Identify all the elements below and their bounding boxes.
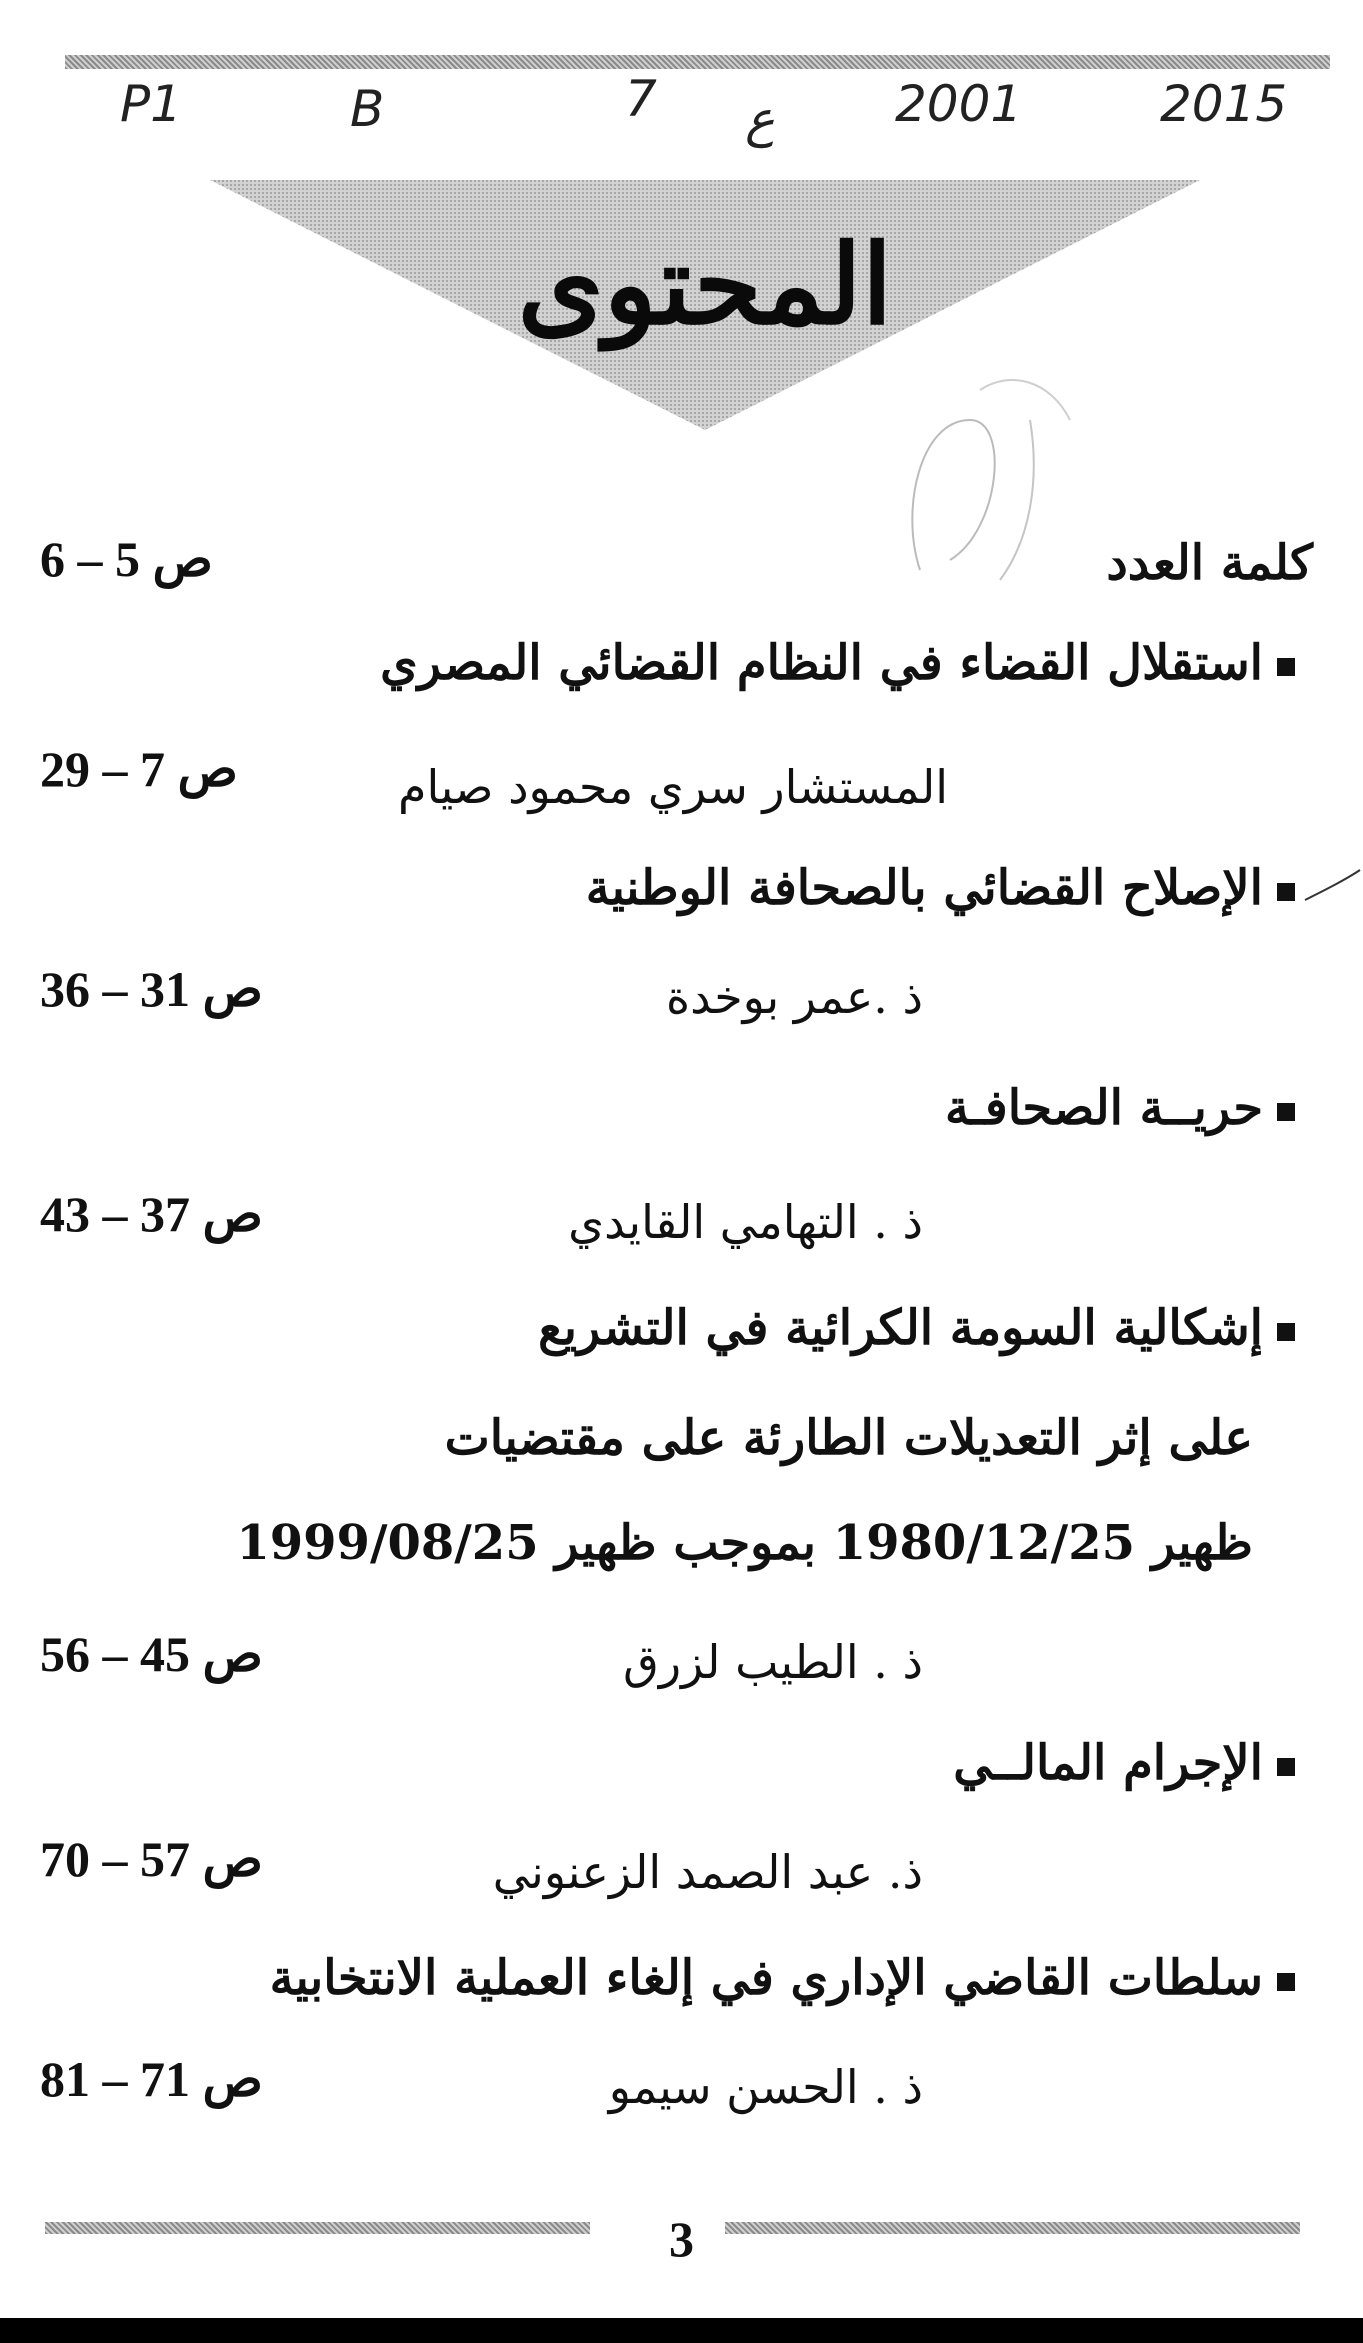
page-range: ص 5 – 6: [40, 531, 213, 587]
intro-label: كلمة العدد: [1106, 535, 1313, 591]
handwritten-annotation: B: [350, 80, 385, 138]
article-title-text: الإصلاح القضائي بالصحافة الوطنية: [585, 860, 1263, 916]
handwritten-annotation: ع: [745, 90, 775, 148]
article-title: [380, 635, 1295, 691]
article-title-line: على إثر التعديلات الطارئة على مقتضيات: [444, 1410, 1253, 1466]
article-title-text: حريــة الصحافـة: [944, 1080, 1263, 1136]
page-title: المحتوى: [517, 220, 893, 349]
handwritten-annotation: P1: [120, 75, 182, 133]
article-author: ذ .عمر بوخدة: [665, 970, 923, 1024]
handwritten-annotation: 2015: [1160, 75, 1288, 133]
handwritten-annotation: 7: [625, 70, 657, 128]
article-author: ذ . الحسن سيمو: [608, 2060, 923, 2114]
article-title: [538, 1300, 1295, 1356]
article-title: [270, 1950, 1295, 2006]
square-bullet-icon: [1277, 658, 1295, 676]
square-bullet-icon: [1277, 1323, 1295, 1341]
article-title-line: ظهير 1980/12/25 بموجب ظهير 1999/08/25: [236, 1515, 1253, 1571]
article-title: [945, 1080, 1295, 1136]
page-range: ص 71 – 81: [40, 2051, 263, 2107]
article-title-text: الإجرام المالــي: [953, 1735, 1263, 1791]
article-author: ذ . الطيب لزرق: [623, 1635, 923, 1689]
page-range: ص 57 – 70: [40, 1831, 263, 1887]
page-number: 3: [669, 2211, 694, 2267]
article-author: ذ . التهامي القايدي: [568, 1195, 923, 1249]
square-bullet-icon: [1277, 1758, 1295, 1776]
article-title-text: إشكالية السومة الكرائية في التشريع: [538, 1300, 1263, 1356]
square-bullet-icon: [1277, 1103, 1295, 1121]
margin-mark: [1300, 860, 1363, 910]
page-range: ص 45 – 56: [40, 1626, 263, 1682]
square-bullet-icon: [1277, 883, 1295, 901]
handwritten-annotation: 2001: [895, 75, 1023, 133]
article-title: [586, 860, 1295, 916]
article-author: المستشار سري محمود صيام: [398, 760, 948, 814]
page-range: ص 37 – 43: [40, 1186, 263, 1242]
article-title-text: سلطات القاضي الإداري في إلغاء العملية الانتخابية: [269, 1950, 1263, 2006]
pencil-doodle: [880, 360, 1080, 590]
top-rule: [65, 55, 1330, 69]
page-range: ص 7 – 29: [40, 741, 238, 797]
page-range: ص 31 – 36: [40, 961, 263, 1017]
article-author: ذ. عبد الصمد الزعنوني: [492, 1845, 923, 1899]
article-title: [953, 1735, 1295, 1791]
bottom-border: [0, 2318, 1363, 2343]
article-title-text: استقلال القضاء في النظام القضائي المصري: [380, 635, 1263, 691]
square-bullet-icon: [1277, 1973, 1295, 1991]
